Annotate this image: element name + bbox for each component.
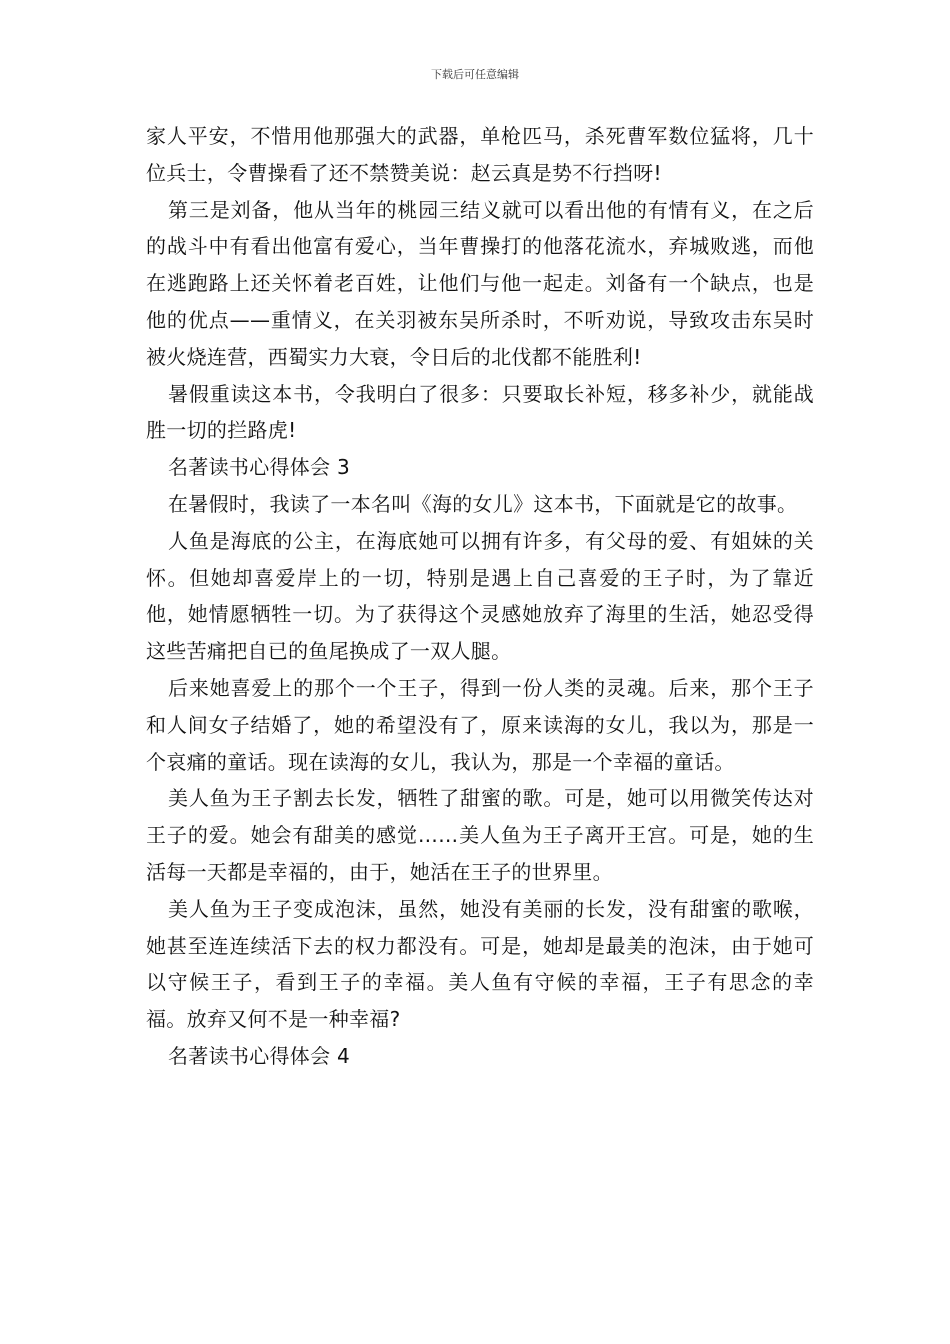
document-body [146,118,814,1075]
paragraph: 美人鱼为王子割去长发，牺牲了甜蜜的歌。可是，她可以用微笑传达对王子的爱。她会有甜美的感觉……美人鱼为王子离开王宫。可是，她的生活每一天都是幸福的，由于，她活在王子的世界里。 [146,786,814,884]
paragraph: 人鱼是海底的公主，在海底她可以拥有许多，有父母的爱、有姐妹的关怀。但她却喜爱岸上的一切，特别是遇上自己喜爱的王子时，为了靠近他，她情愿牺牲一切。为了获得这个灵感她放弃了海里的生活，她忍受得这些苦痛把自已的鱼尾换成了一双人腿。 [146,528,814,664]
section-heading: 名著读书心得体会 4 [168,1043,351,1068]
section-heading: 名著读书心得体会 3 [168,455,351,480]
paragraph: 在暑假时，我读了一本名叫《海的女儿》这本书，下面就是它的故事。 [168,491,798,516]
header-note: 下载后可任意编辑 [431,68,519,81]
paragraph: 第三是刘备，他从当年的桃园三结义就可以看出他的有情有义，在之后的战斗中有看出他富有爱心，当年曹操打的他落花流水，弃城败逃，而他在逃跑路上还关怀着老百姓，让他们与他一起走。刘备有一个缺点，也是他的优点——重情义，在关羽被东吴所杀时，不听劝说，导致攻击东吴时被火烧连营，西蜀实力大衰，令日后的北伐都不能胜利! [146,197,814,369]
paragraph: 家人平安，不惜用他那强大的武器，单枪匹马，杀死曹军数位猛将，几十位兵士，令曹操看了还不禁赞美说：赵云真是势不行挡呀! [146,124,814,185]
paragraph: 后来她喜爱上的那个一个王子，得到一份人类的灵魂。后来，那个王子和人间女子结婚了，她的希望没有了，原来读海的女儿，我以为，那是一个哀痛的童话。现在读海的女儿，我认为，那是一个幸福的童话。 [146,675,814,774]
paragraph: 暑假重读这本书，令我明白了很多：只要取长补短，移多补少，就能战胜一切的拦路虎! [146,381,814,443]
paragraph: 美人鱼为王子变成泡沫，虽然，她没有美丽的长发，没有甜蜜的歌喉，她甚至连连续活下去的权力都没有。可是，她却是最美的泡沫，由于她可以守候王子，看到王子的幸福。美人鱼有守候的幸福，王子有思念的幸福。放弃又何不是一种幸福? [146,896,814,1032]
